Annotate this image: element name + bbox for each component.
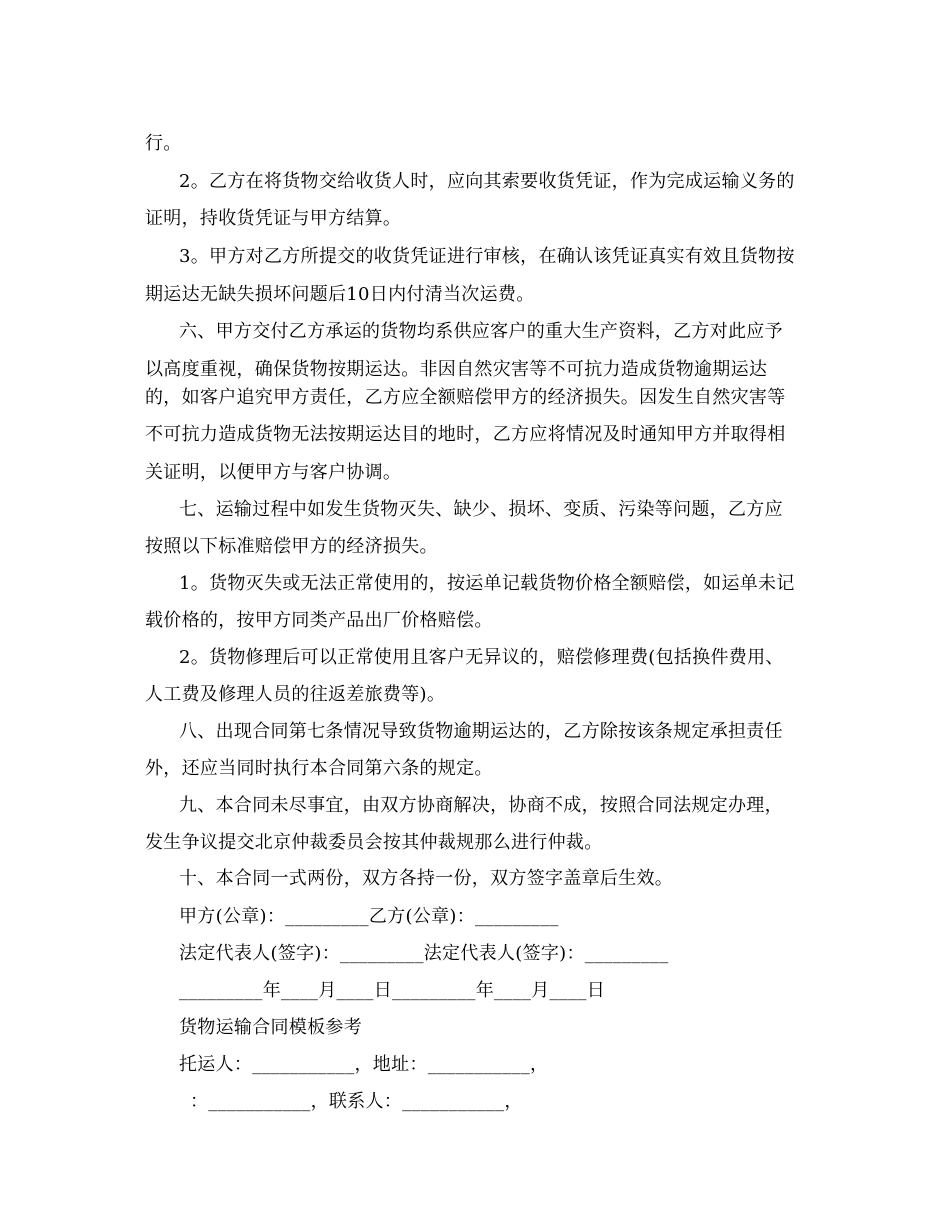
text-line: 的，如客户追究甲方责任，乙方应全额赔偿甲方的经济损失。因发生自然灾害等 [145, 387, 786, 408]
text-line: 外，还应当同时执行本合同第六条的规定。 [145, 758, 493, 779]
text-line: 八、出现合同第七条情况导致货物逾期运达的，乙方除按该条规定承担责任 [179, 721, 783, 742]
text-line: 3。甲方对乙方所提交的收货凭证进行审核，在确认该凭证真实有效且货物按 [179, 246, 795, 267]
signature-line-seal: 甲方(公章)：_________乙方(公章)：_________ [179, 906, 559, 927]
text-line: 期运达无缺失损坏问题后10日内付清当次运费。 [145, 284, 535, 305]
text-line: 以高度重视，确保货物按期运达。非因自然灾害等不可抗力造成货物逾期运达 [145, 359, 768, 380]
text-line: 六、甲方交付乙方承运的货物均系供应客户的重大生产资料，乙方对此应予 [179, 321, 783, 342]
text-line: 载价格的，按甲方同类产品出厂价格赔偿。 [145, 610, 493, 631]
signature-line-representative: 法定代表人(签字)：_________法定代表人(签字)：_________ [179, 943, 669, 964]
text-line: 七、运输过程中如发生货物灭失、缺少、损坏、变质、污染等问题，乙方应 [179, 499, 783, 520]
signature-line-date: _________年____月____日_________年____月____日 [179, 980, 605, 1001]
text-line: 1。货物灭失或无法正常使用的，按运单记载货物价格全额赔偿，如运单未记 [179, 573, 795, 594]
text-line: 不可抗力造成货物无法按期运达目的地时，乙方应将情况及时通知甲方并取得相 [145, 424, 786, 445]
form-line-shipper: 托运人：___________，地址：___________， [179, 1054, 549, 1075]
text-line: 行。 [145, 133, 182, 154]
text-line: 十、本合同一式两份，双方各持一份，双方签字盖章后生效。 [179, 868, 674, 889]
text-line: 人工费及修理人员的往返差旅费等)。 [145, 684, 446, 705]
form-line-contact: ：___________，联系人：___________， [190, 1091, 523, 1112]
text-line: 关证明，以便甲方与客户协调。 [145, 462, 402, 483]
section-heading: 货物运输合同模板参考 [179, 1017, 362, 1038]
text-line: 发生争议提交北京仲裁委员会按其仲裁规那么进行仲裁。 [145, 832, 603, 853]
text-line: 2。货物修理后可以正常使用且客户无异议的，赔偿修理费(包括换件费用、 [179, 647, 784, 668]
text-line: 九、本合同未尽事宜，由双方协商解决，协商不成，按照合同法规定办理， [179, 795, 783, 816]
text-line: 按照以下标准赔偿甲方的经济损失。 [145, 536, 438, 557]
text-line: 证明，持收货凭证与甲方结算。 [145, 208, 402, 229]
text-line: 2。乙方在将货物交给收货人时，应向其索要收货凭证，作为完成运输义务的 [179, 171, 795, 192]
